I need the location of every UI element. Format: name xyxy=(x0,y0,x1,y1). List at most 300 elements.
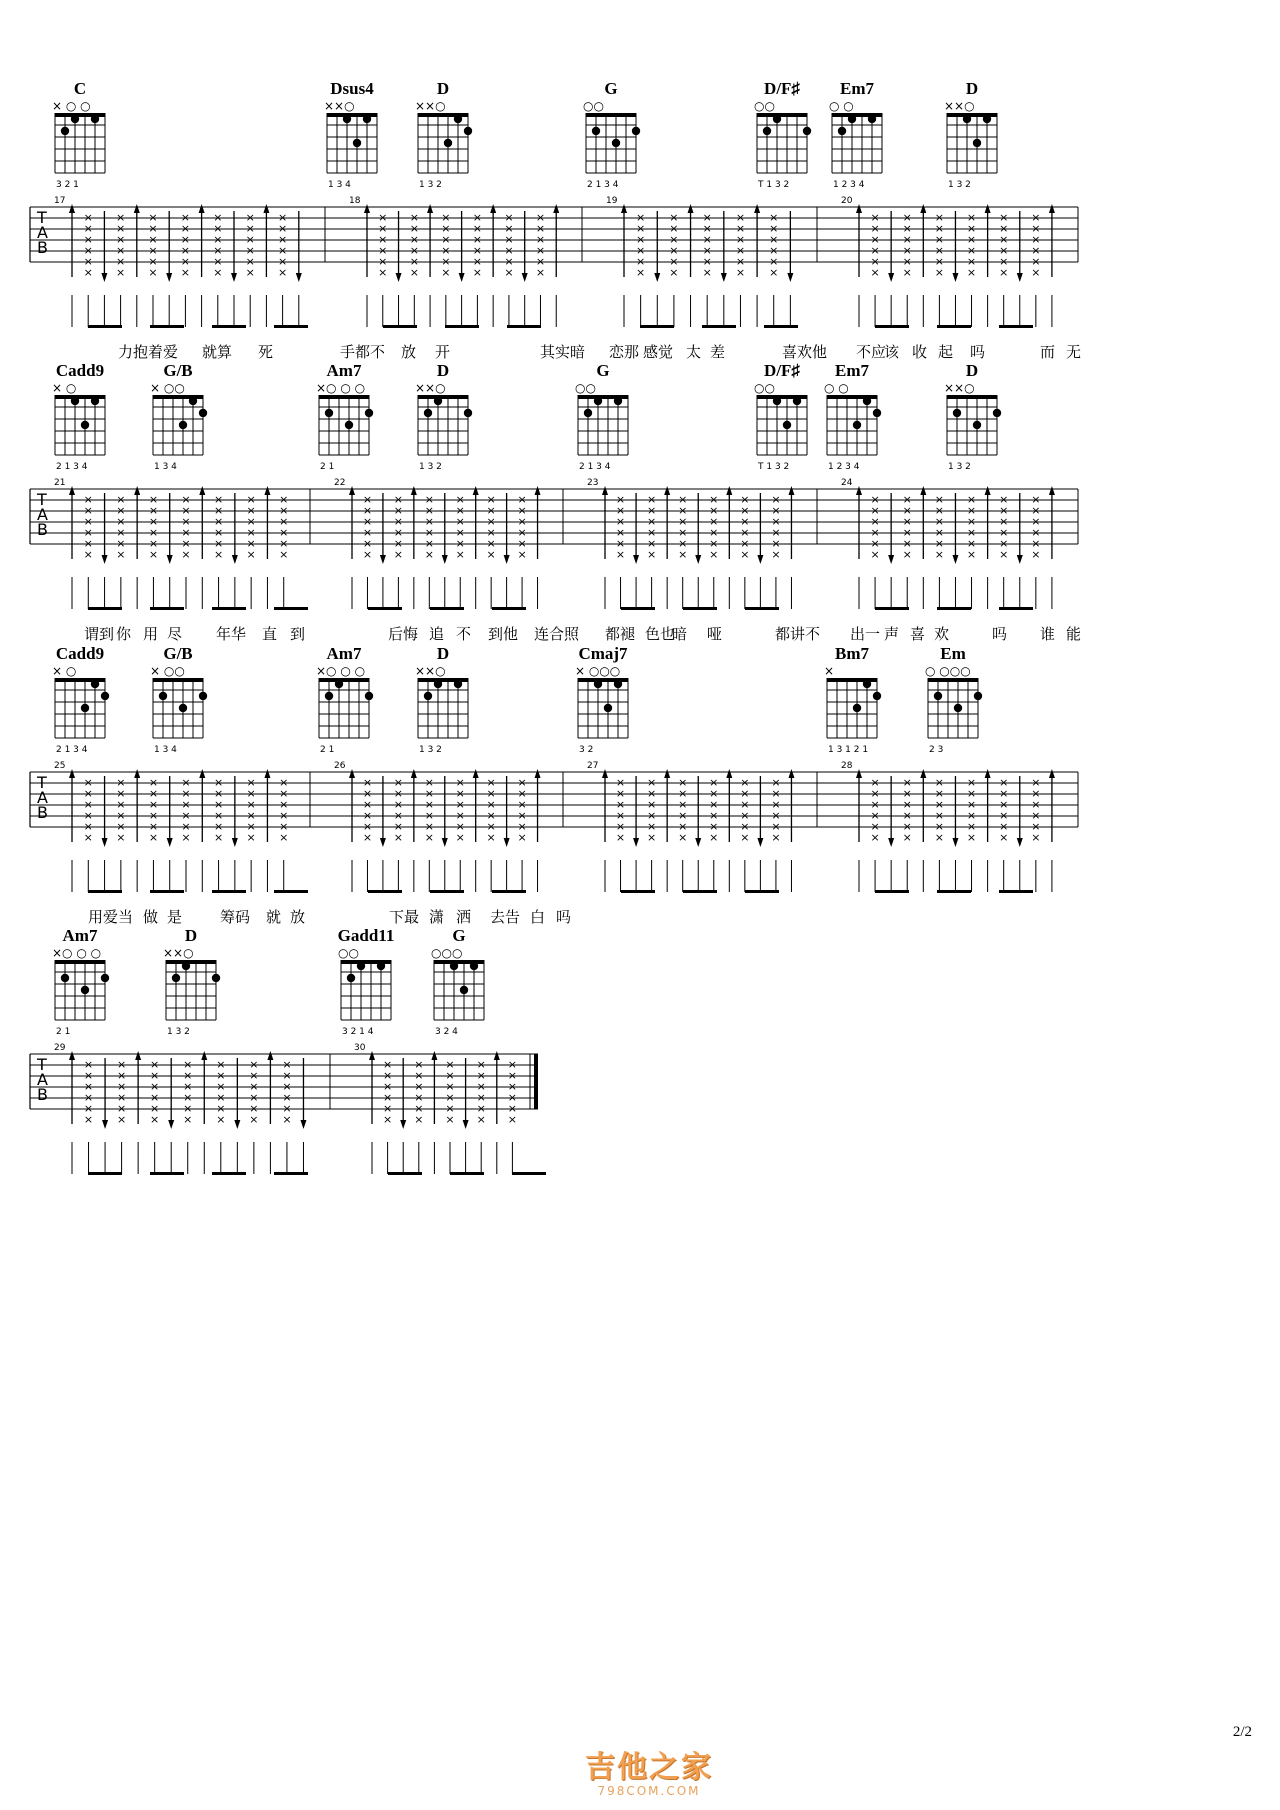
lyric-text: 开 xyxy=(435,343,451,361)
muted-note: × xyxy=(615,820,626,833)
muted-note: × xyxy=(902,776,912,789)
open-muted-markers: ××○ xyxy=(163,946,194,960)
strum-down-arrow xyxy=(952,555,958,564)
strum-up-arrow xyxy=(494,1051,500,1060)
finger-dot xyxy=(434,680,442,688)
muted-note: × xyxy=(148,504,159,517)
lyric-text: 手都不 xyxy=(340,343,386,361)
open-muted-markers: × ○○○ xyxy=(575,664,621,678)
muted-note: × xyxy=(472,266,482,279)
muted-note: × xyxy=(669,266,679,279)
strum-up-arrow xyxy=(263,204,269,213)
muted-note: × xyxy=(517,548,527,561)
muted-note: × xyxy=(445,1102,455,1115)
muted-note: × xyxy=(83,504,93,517)
muted-note: × xyxy=(116,504,126,517)
strum-up-arrow xyxy=(726,769,732,778)
muted-note: × xyxy=(870,831,880,844)
muted-note: × xyxy=(116,798,126,811)
muted-note: × xyxy=(181,776,191,789)
muted-note: × xyxy=(870,515,880,528)
strum-down-arrow xyxy=(231,273,237,282)
lyric-text: 声 xyxy=(884,625,900,643)
rhythm-beam xyxy=(212,325,246,328)
muted-note: × xyxy=(647,820,657,833)
strum-up-arrow xyxy=(920,769,926,778)
nut xyxy=(55,960,105,964)
finger-dot xyxy=(454,680,462,688)
rhythm-beam xyxy=(150,1172,184,1175)
finger-dot xyxy=(172,974,180,982)
open-muted-markers: ××○ xyxy=(415,99,446,113)
muted-note: × xyxy=(279,776,289,789)
strum-up-arrow xyxy=(726,486,732,495)
strum-up-arrow xyxy=(69,204,75,213)
muted-note: × xyxy=(535,233,546,246)
muted-note: × xyxy=(213,526,224,539)
muted-note: × xyxy=(116,493,126,506)
muted-note: × xyxy=(486,537,496,550)
muted-note: × xyxy=(362,831,373,844)
strum-down-arrow xyxy=(166,273,172,282)
muted-note: × xyxy=(902,809,912,822)
open-muted-markers: ××○ xyxy=(415,664,446,678)
chord-name: G xyxy=(604,79,618,98)
muted-note: × xyxy=(966,526,977,539)
muted-note: × xyxy=(441,255,451,268)
muted-note: × xyxy=(615,537,626,550)
muted-note: × xyxy=(455,515,465,528)
muted-note: × xyxy=(999,776,1009,789)
finger-dot xyxy=(612,139,620,147)
rhythm-beam xyxy=(430,607,464,610)
muted-note: × xyxy=(472,211,482,224)
muted-note: × xyxy=(409,233,419,246)
muted-note: × xyxy=(966,537,977,550)
muted-note: × xyxy=(507,1102,518,1115)
muted-note: × xyxy=(966,222,977,235)
muted-note: × xyxy=(902,526,912,539)
rhythm-beam xyxy=(621,607,655,610)
strum-up-arrow xyxy=(369,1051,375,1060)
strum-up-arrow xyxy=(135,1051,141,1060)
muted-note: × xyxy=(966,233,977,246)
lyric-text: 太 xyxy=(686,343,702,361)
muted-note: × xyxy=(702,233,712,246)
muted-note: × xyxy=(150,1069,160,1082)
muted-note: × xyxy=(445,1080,455,1093)
muted-note: × xyxy=(148,809,159,822)
muted-note: × xyxy=(769,233,779,246)
muted-note: × xyxy=(180,233,191,246)
finger-dot xyxy=(594,397,602,405)
muted-note: × xyxy=(455,504,465,517)
finger-dot xyxy=(357,962,365,970)
muted-note: × xyxy=(213,233,223,246)
muted-note: × xyxy=(246,504,256,517)
nut xyxy=(418,395,468,399)
muted-note: × xyxy=(735,211,746,224)
muted-note: × xyxy=(740,831,750,844)
muted-note: × xyxy=(535,222,546,235)
muted-note: × xyxy=(1031,809,1041,822)
muted-note: × xyxy=(476,1058,486,1071)
strum-down-arrow xyxy=(102,1120,108,1129)
measure-number: 18 xyxy=(349,196,361,206)
rhythm-beam xyxy=(999,325,1033,328)
muted-note: × xyxy=(277,255,288,268)
muted-note: × xyxy=(116,1058,127,1071)
finger-dot xyxy=(592,127,600,135)
muted-note: × xyxy=(740,798,750,811)
strum-down-arrow xyxy=(396,273,402,282)
rhythm-beam xyxy=(150,325,184,328)
muted-note: × xyxy=(934,211,944,224)
finger-dot xyxy=(424,409,432,417)
muted-note: × xyxy=(148,526,159,539)
muted-note: × xyxy=(180,266,191,279)
rhythm-beam xyxy=(383,325,417,328)
strum-up-arrow xyxy=(264,486,270,495)
tab-clef: T xyxy=(37,1055,47,1074)
muted-note: × xyxy=(934,515,944,528)
chord-diagram xyxy=(824,361,881,472)
strum-up-arrow xyxy=(788,769,794,778)
finger-dot xyxy=(91,115,99,123)
muted-note: × xyxy=(181,809,191,822)
open-muted-markers: ××○ xyxy=(324,99,355,113)
finger-dot xyxy=(189,397,197,405)
muted-note: × xyxy=(709,526,719,539)
muted-note: × xyxy=(393,537,403,550)
muted-note: × xyxy=(472,255,482,268)
open-muted-markers: ×○ ○ ○ xyxy=(316,381,366,395)
muted-note: × xyxy=(1031,820,1041,833)
muted-note: × xyxy=(769,244,779,257)
muted-note: × xyxy=(277,211,288,224)
muted-note: × xyxy=(486,526,496,539)
muted-note: × xyxy=(148,776,159,789)
muted-note: × xyxy=(535,255,546,268)
finger-dot xyxy=(464,409,472,417)
muted-note: × xyxy=(615,831,626,844)
finger-dot xyxy=(377,962,385,970)
nut xyxy=(586,113,636,117)
lyric-text: 后悔 xyxy=(388,625,419,643)
strum-down-arrow xyxy=(380,555,386,564)
muted-note: × xyxy=(378,222,388,235)
muted-note: × xyxy=(216,1091,226,1104)
muted-note: × xyxy=(870,548,880,561)
strum-up-arrow xyxy=(199,769,205,778)
muted-note: × xyxy=(424,526,434,539)
strum-up-arrow xyxy=(427,204,433,213)
finger-dot xyxy=(199,409,207,417)
muted-note: × xyxy=(393,787,403,800)
muted-note: × xyxy=(966,255,977,268)
muted-note: × xyxy=(702,222,712,235)
finger-dot xyxy=(464,127,472,135)
muted-note: × xyxy=(83,1058,94,1071)
muted-note: × xyxy=(1031,787,1041,800)
muted-note: × xyxy=(213,266,223,279)
strum-down-arrow xyxy=(504,838,510,847)
finger-dot xyxy=(973,421,981,429)
muted-note: × xyxy=(181,526,191,539)
muted-note: × xyxy=(999,548,1009,561)
finger-dot xyxy=(61,974,69,982)
muted-note: × xyxy=(999,515,1009,528)
muted-note: × xyxy=(535,266,546,279)
finger-dot xyxy=(773,115,781,123)
rhythm-beam xyxy=(999,890,1033,893)
finger-numbers: 1 3 4 xyxy=(154,745,177,755)
muted-note: × xyxy=(181,798,191,811)
measure-number: 25 xyxy=(54,761,66,771)
lyric-text: 差 xyxy=(710,343,726,361)
muted-note: × xyxy=(279,504,289,517)
muted-note: × xyxy=(378,211,388,224)
muted-note: × xyxy=(83,776,93,789)
muted-note: × xyxy=(213,255,223,268)
muted-note: × xyxy=(870,244,880,257)
open-muted-markers: × ○ xyxy=(52,664,77,678)
lyric-text: 喜欢他 xyxy=(782,343,828,361)
strum-down-arrow xyxy=(234,1120,240,1129)
muted-note: × xyxy=(647,526,657,539)
final-barline xyxy=(534,1054,538,1109)
muted-note: × xyxy=(455,537,465,550)
muted-note: × xyxy=(282,1102,292,1115)
strum-up-arrow xyxy=(199,204,205,213)
chord-name: Em7 xyxy=(835,361,869,380)
finger-numbers: 1 3 2 xyxy=(419,180,442,190)
muted-note: × xyxy=(245,233,255,246)
rhythm-beam xyxy=(507,325,541,328)
muted-note: × xyxy=(999,493,1009,506)
chord-name: D xyxy=(965,361,979,380)
finger-dot xyxy=(365,692,373,700)
muted-note: × xyxy=(669,233,679,246)
strum-down-arrow xyxy=(232,555,238,564)
finger-dot xyxy=(973,139,981,147)
muted-note: × xyxy=(83,233,93,246)
muted-note: × xyxy=(507,1091,518,1104)
muted-note: × xyxy=(116,1080,127,1093)
muted-note: × xyxy=(246,820,256,833)
finger-dot xyxy=(179,704,187,712)
muted-note: × xyxy=(393,493,403,506)
finger-dot xyxy=(604,704,612,712)
strum-up-arrow xyxy=(473,769,479,778)
muted-note: × xyxy=(83,831,93,844)
muted-note: × xyxy=(476,1091,486,1104)
rhythm-beam xyxy=(937,325,971,328)
finger-dot xyxy=(868,115,876,123)
muted-note: × xyxy=(83,787,93,800)
muted-note: × xyxy=(455,776,465,789)
muted-note: × xyxy=(902,787,912,800)
muted-note: × xyxy=(246,515,256,528)
muted-note: × xyxy=(1031,526,1041,539)
muted-note: × xyxy=(441,244,451,257)
muted-note: × xyxy=(148,831,159,844)
finger-numbers: 2 1 xyxy=(320,462,335,472)
rhythm-beam xyxy=(999,607,1033,610)
muted-note: × xyxy=(771,548,781,561)
muted-note: × xyxy=(378,233,388,246)
chord-diagram xyxy=(163,926,220,1037)
nut xyxy=(153,678,203,682)
muted-note: × xyxy=(709,809,719,822)
muted-note: × xyxy=(870,211,880,224)
rhythm-beam xyxy=(492,607,526,610)
strum-up-arrow xyxy=(920,204,926,213)
chord-name: Em xyxy=(940,644,966,663)
muted-note: × xyxy=(279,548,289,561)
muted-note: × xyxy=(1031,255,1041,268)
finger-numbers: 3 2 1 4 xyxy=(342,1027,374,1037)
muted-note: × xyxy=(115,244,126,257)
chord-name: D xyxy=(184,926,198,945)
finger-numbers: 1 3 4 xyxy=(154,462,177,472)
strum-up-arrow xyxy=(985,769,991,778)
muted-note: × xyxy=(934,266,944,279)
muted-note: × xyxy=(999,831,1009,844)
lyric-text: 是 xyxy=(167,908,183,926)
muted-note: × xyxy=(647,548,657,561)
muted-note: × xyxy=(441,211,451,224)
muted-note: × xyxy=(83,537,93,550)
muted-note: × xyxy=(441,233,451,246)
lyric-text: 尽 xyxy=(167,625,183,643)
lyric-text: 其实暗 xyxy=(540,343,586,361)
measure-number: 29 xyxy=(54,1043,66,1053)
muted-note: × xyxy=(83,515,93,528)
finger-dot xyxy=(325,692,333,700)
strum-down-arrow xyxy=(101,273,107,282)
finger-dot xyxy=(838,127,846,135)
muted-note: × xyxy=(902,798,912,811)
rhythm-beam xyxy=(702,325,736,328)
muted-note: × xyxy=(213,776,224,789)
muted-note: × xyxy=(472,233,482,246)
open-muted-markers: × ○○ xyxy=(150,664,185,678)
muted-note: × xyxy=(517,526,527,539)
strum-down-arrow xyxy=(102,838,108,847)
muted-note: × xyxy=(83,526,93,539)
muted-note: × xyxy=(246,787,256,800)
muted-note: × xyxy=(424,809,434,822)
rhythm-beam xyxy=(430,890,464,893)
chord-diagram xyxy=(415,79,472,190)
finger-dot xyxy=(365,409,373,417)
muted-note: × xyxy=(116,776,126,789)
lyric-text: 无 xyxy=(1066,343,1082,361)
muted-note: × xyxy=(148,244,158,257)
strum-down-arrow xyxy=(888,273,894,282)
muted-note: × xyxy=(181,820,191,833)
nut xyxy=(319,678,369,682)
muted-note: × xyxy=(279,798,289,811)
muted-note: × xyxy=(83,255,93,268)
finger-dot xyxy=(335,680,343,688)
muted-note: × xyxy=(615,798,626,811)
muted-note: × xyxy=(148,798,159,811)
muted-note: × xyxy=(180,244,191,257)
measure-number: 19 xyxy=(606,196,618,206)
chord-name: D xyxy=(965,79,979,98)
muted-note: × xyxy=(902,831,912,844)
muted-note: × xyxy=(148,233,158,246)
muted-note: × xyxy=(870,255,880,268)
muted-note: × xyxy=(180,222,191,235)
muted-note: × xyxy=(181,548,191,561)
lyric-text: 放 xyxy=(401,343,417,361)
muted-note: × xyxy=(902,222,912,235)
muted-note: × xyxy=(277,222,288,235)
muted-note: × xyxy=(870,787,880,800)
lyric-text: 到他 xyxy=(488,625,519,643)
muted-note: × xyxy=(902,820,912,833)
page-number: 2/2 xyxy=(1232,1724,1252,1740)
muted-note: × xyxy=(647,776,657,789)
muted-note: × xyxy=(116,515,126,528)
lyric-text: 筹码 xyxy=(220,908,251,926)
muted-note: × xyxy=(934,831,944,844)
finger-dot xyxy=(444,139,452,147)
chord-name: Dsus4 xyxy=(330,79,374,98)
muted-note: × xyxy=(870,820,880,833)
muted-note: × xyxy=(83,1091,94,1104)
muted-note: × xyxy=(678,548,688,561)
muted-note: × xyxy=(740,526,750,539)
logo-text: 吉他之家 xyxy=(585,1750,713,1785)
finger-dot xyxy=(873,409,881,417)
rhythm-beam xyxy=(274,325,308,328)
muted-note: × xyxy=(115,233,126,246)
muted-note: × xyxy=(999,787,1009,800)
muted-note: × xyxy=(517,493,527,506)
strum-up-arrow xyxy=(490,204,496,213)
muted-note: × xyxy=(678,798,688,811)
rhythm-beam xyxy=(492,890,526,893)
muted-note: × xyxy=(934,548,944,561)
rhythm-beam xyxy=(875,890,909,893)
finger-dot xyxy=(763,127,771,135)
chord-diagram xyxy=(829,79,882,190)
lyric-text: 去告 xyxy=(490,908,521,926)
lyric-text: 连合照 xyxy=(534,625,580,643)
muted-note: × xyxy=(378,255,388,268)
logo-url: 798COM.COM xyxy=(597,1784,701,1798)
open-muted-markers: × ○ xyxy=(52,381,77,395)
muted-note: × xyxy=(934,255,944,268)
muted-note: × xyxy=(393,548,403,561)
muted-note: × xyxy=(517,809,527,822)
muted-note: × xyxy=(1031,493,1041,506)
finger-dot xyxy=(363,115,371,123)
strum-down-arrow xyxy=(504,555,510,564)
muted-note: × xyxy=(966,244,977,257)
open-muted-markers: ×○ ○ ○ xyxy=(316,664,366,678)
finger-numbers: 1 3 4 xyxy=(328,180,351,190)
lyric-text: 力抱着爱 xyxy=(118,343,179,361)
muted-note: × xyxy=(216,1080,226,1093)
finger-dot xyxy=(783,421,791,429)
strum-up-arrow xyxy=(411,769,417,778)
muted-note: × xyxy=(245,255,255,268)
